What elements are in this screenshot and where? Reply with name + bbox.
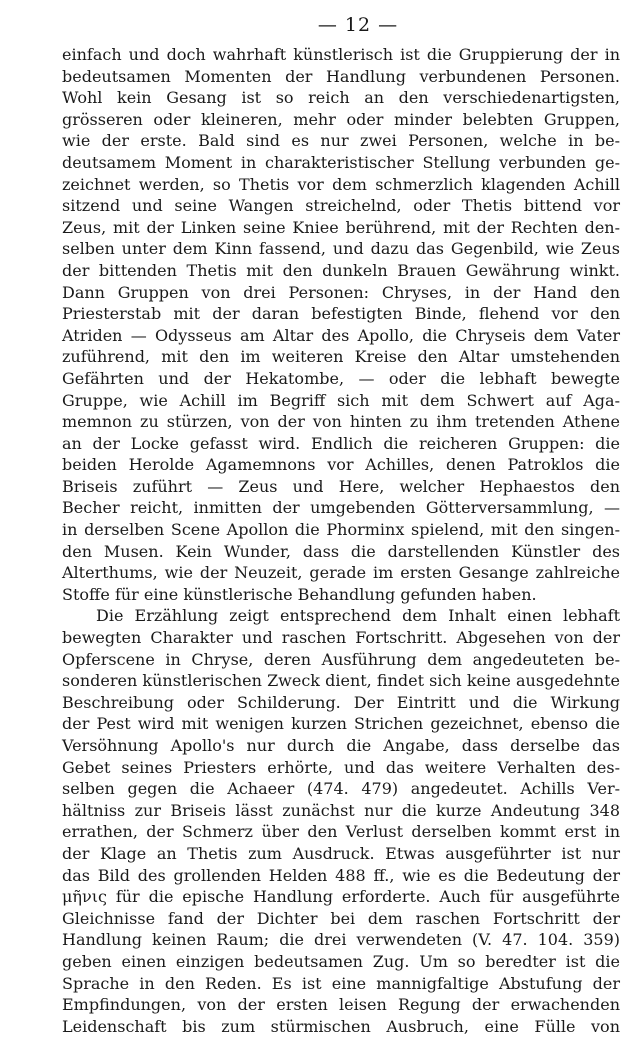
text-line: Die Erzählung zeigt entsprechend dem Inhalt einen lebhaft	[96, 606, 620, 626]
text-line: bedeutsamen Momenten der Handlung verbundenen Personen.	[62, 66, 620, 86]
text-line: Empfindungen, von der ersten leisen Regung der erwachenden	[62, 995, 620, 1015]
text-line: wie der erste. Bald sind es nur zwei Personen, welche in be-	[62, 131, 620, 151]
text-line: selben gegen die Achaeer (474. 479) angedeutet. Achills Ver-	[62, 779, 620, 799]
text-line: Priesterstab mit der daran befestigten Binde, flehend vor den	[62, 304, 620, 324]
text-line: Leidenschaft bis zum stürmischen Ausbruch, eine Fülle von	[62, 1016, 620, 1036]
page-number: — 12 —	[317, 14, 399, 36]
text-line: Gruppe, wie Achill im Begriff sich mit dem Schwert auf Aga-	[62, 390, 620, 410]
text-line: deutsamem Moment in charakteristischer Stellung verbunden ge-	[62, 152, 620, 172]
text-line: Stoffe für eine künstlerische Behandlung gefunden haben.	[62, 584, 537, 604]
text-line: Versöhnung Apollo's nur durch die Angabe, dass derselbe das	[62, 736, 620, 755]
text-line: zuführend, mit den im weiteren Kreise den Altar umstehenden	[62, 347, 620, 367]
text-line: errathen, der Schmerz über den Verlust derselben kommt erst in	[62, 822, 620, 842]
text-line: sonderen künstlerischen Zweck dient, findet sich keine ausgedehnte	[62, 671, 620, 691]
text-line: memnon zu stürzen, von der von hinten zu ihm tretenden Athene	[62, 412, 620, 432]
text-body	[62, 44, 620, 1037]
text-line: das Bild des grollenden Helden 488 ff., wie es die Bedeutung der	[62, 865, 620, 885]
text-line: grösseren oder kleineren, mehr oder minder belebten Gruppen,	[62, 109, 620, 129]
paragraph	[62, 605, 620, 1037]
text-line: beiden Herolde Agamemnons vor Achilles, denen Patroklos die	[62, 455, 620, 475]
text-line: geben einen einzigen bedeutsamen Zug. Um so beredter ist die	[62, 951, 620, 971]
text-line: Atriden — Odysseus am Altar des Apollo, die Chryseis dem Vater	[62, 325, 620, 345]
text-line: Gleichnisse fand der Dichter bei dem raschen Fortschritt der	[62, 908, 620, 928]
paragraph	[62, 44, 620, 605]
text-line: Opferscene in Chryse, deren Ausführung dem angedeuteten be-	[62, 649, 620, 669]
book-page	[62, 10, 620, 1037]
text-line: Handlung keinen Raum; die drei verwendeten (V. 47. 104. 359)	[62, 930, 620, 950]
text-line: Briseis zuführt — Zeus und Here, welcher Hephaestos den	[62, 476, 620, 496]
text-line: Alterthums, wie der Neuzeit, gerade im ersten Gesange zahlreiche	[62, 563, 620, 583]
text-line: sitzend und seine Wangen streichelnd, oder Thetis bittend vor	[62, 196, 620, 216]
text-line: μῆνις für die epische Handlung erforderte. Auch für ausgeführte	[62, 887, 620, 907]
text-line: Dann Gruppen von drei Personen: Chryses, in der Hand den	[62, 282, 620, 302]
text-line: der Pest wird mit wenigen kurzen Strichen gezeichnet, ebenso die	[62, 714, 620, 734]
text-line: Zeus, mit der Linken seine Kniee berührend, mit der Rechten den-	[62, 217, 620, 237]
text-line: hältniss zur Briseis lässt zunächst nur die kurze Andeutung 348	[62, 800, 620, 820]
text-line: Gefährten und der Hekatombe, — oder die lebhaft bewegte	[62, 368, 620, 388]
text-line: der bittenden Thetis mit den dunkeln Brauen Gewährung winkt.	[62, 260, 620, 280]
text-line: den Musen. Kein Wunder, dass die darstellenden Künstler des	[62, 541, 620, 561]
text-line: einfach und doch wahrhaft künstlerisch ist die Gruppierung der in	[62, 45, 620, 64]
text-line: zeichnet werden, so Thetis vor dem schmerzlich klagenden Achill	[62, 174, 620, 194]
text-line: Becher reicht, inmitten der umgebenden Götterversammlung, —	[62, 498, 620, 518]
text-line: der Klage an Thetis zum Ausdruck. Etwas ausgeführter ist nur	[62, 843, 620, 863]
text-line: in derselben Scene Apollon die Phorminx spielend, mit den singen-	[62, 520, 620, 540]
text-line: Gebet seines Priesters erhörte, und das weitere Verhalten des-	[62, 757, 620, 777]
text-line: Wohl kein Gesang ist so reich an den verschiedenartigsten,	[62, 88, 620, 108]
text-line: an der Locke gefasst wird. Endlich die reicheren Gruppen: die	[62, 433, 620, 453]
text-line: selben unter dem Kinn fassend, und dazu das Gegenbild, wie Zeus	[62, 239, 620, 259]
text-line: bewegten Charakter und raschen Fortschritt. Abgesehen von der	[62, 628, 620, 648]
text-line: Sprache in den Reden. Es ist eine mannigfaltige Abstufung der	[62, 973, 620, 993]
text-line: Beschreibung oder Schilderung. Der Eintritt und die Wirkung	[62, 692, 620, 712]
